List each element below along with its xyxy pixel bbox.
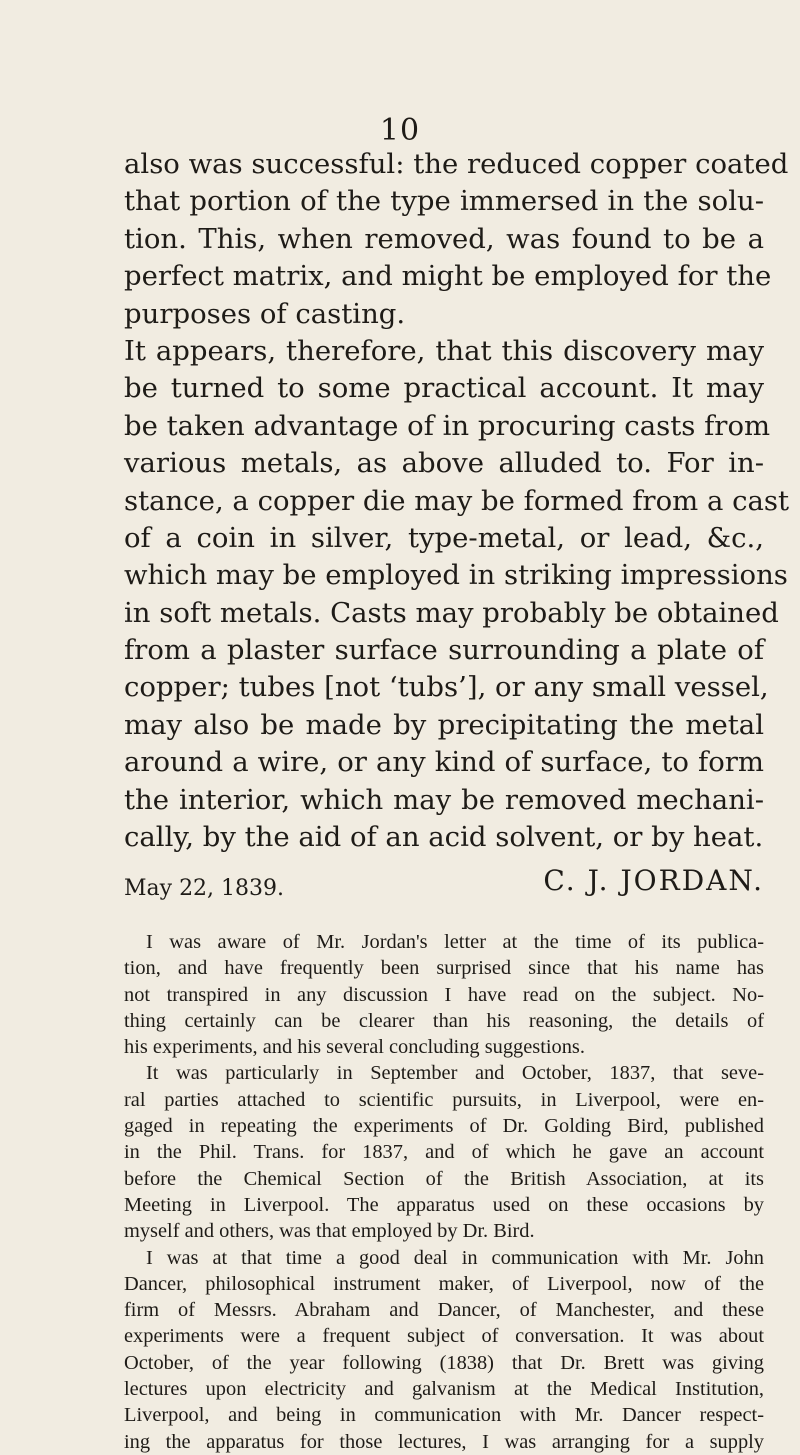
note-line: firm of Messrs. Abraham and Dancer, of Manchester, and these (124, 1299, 764, 1322)
note-line: ing the apparatus for those lectures, I was arranging for a supply (124, 1430, 764, 1453)
note-line: tion, and have frequently been surprised since that his name has (124, 957, 764, 980)
note-line: lectures upon electricity and galvanism at the Medical Institution, (124, 1378, 764, 1401)
note-line: his experiments, and his several concluding suggestions. (124, 1036, 585, 1059)
text-line: that portion of the type immersed in the solu- (124, 185, 764, 218)
text-line: around a wire, or any kind of surface, to form (124, 746, 764, 779)
note-line: Meeting in Liverpool. The apparatus used on these occasions by (124, 1193, 764, 1216)
text-line: purposes of casting. (124, 297, 406, 330)
note-line: gaged in repeating the experiments of Dr. Golding Bird, published (124, 1115, 764, 1138)
text-line: stance, a copper die may be formed from a cast (124, 484, 790, 517)
note-line: October, of the year following (1838) that Dr. Brett was giving (124, 1351, 764, 1374)
text-line: It appears, therefore, that this discovery may (124, 334, 764, 367)
note-line: not transpired in any discussion I have read on the subject. No- (124, 983, 764, 1006)
note-line: It was particularly in September and October, 1837, that seve- (146, 1062, 764, 1085)
text-line: may also be made by precipitating the metal (124, 708, 764, 741)
text-line: tion. This, when removed, was found to be a (124, 222, 764, 255)
text-line: various metals, as above alluded to. For in- (124, 447, 764, 480)
note-line: experiments were a frequent subject of conversation. It was about (124, 1325, 764, 1348)
note-paragraph (124, 929, 764, 1455)
signature-date: May 22, 1839. (124, 876, 285, 901)
note-line: ral parties attached to scientific pursuits, in Liverpool, were en- (124, 1088, 764, 1111)
text-line: copper; tubes [not ‘tubs’], or any small vessel, (124, 671, 769, 704)
signature-name: C. J. JORDAN. (543, 864, 764, 897)
text-line: the interior, which may be removed mechani- (124, 783, 764, 816)
text-line: in soft metals. Casts may probably be obtained (124, 596, 779, 629)
signature-block (124, 864, 764, 906)
text-line: also was successful: the reduced copper coated (124, 148, 789, 180)
note-line: Dancer, philosophical instrument maker, of Liverpool, now of the (124, 1272, 764, 1295)
text-line: be taken advantage of in procuring casts from (124, 409, 771, 442)
page-number: 10 (379, 113, 421, 148)
note-line: in the Phil. Trans. for 1837, and of which he gave an account (124, 1141, 764, 1164)
note-line: I was at that time a good deal in communication with Mr. John (146, 1246, 764, 1269)
text-line: be turned to some practical account. It may (124, 372, 764, 405)
main-paragraph (124, 146, 790, 856)
note-line: Liverpool, and being in communication with Mr. Dancer respect- (124, 1404, 764, 1427)
note-line: before the Chemical Section of the British Association, at its (124, 1167, 764, 1190)
text-line: from a plaster surface surrounding a plate of (124, 634, 764, 667)
note-line: thing certainly can be clearer than his reasoning, the details of (124, 1009, 764, 1032)
text-line: of a coin in silver, type-metal, or lead, &c., (124, 521, 764, 554)
text-line: perfect matrix, and might be employed for the (124, 260, 772, 293)
text-line: cally, by the aid of an acid solvent, or by heat. (124, 821, 764, 854)
text-line: which may be employed in striking impressions (124, 559, 788, 592)
note-line: myself and others, was that employed by Dr. Bird. (124, 1220, 535, 1243)
note-line: I was aware of Mr. Jordan's letter at the time of its publica- (146, 931, 764, 953)
